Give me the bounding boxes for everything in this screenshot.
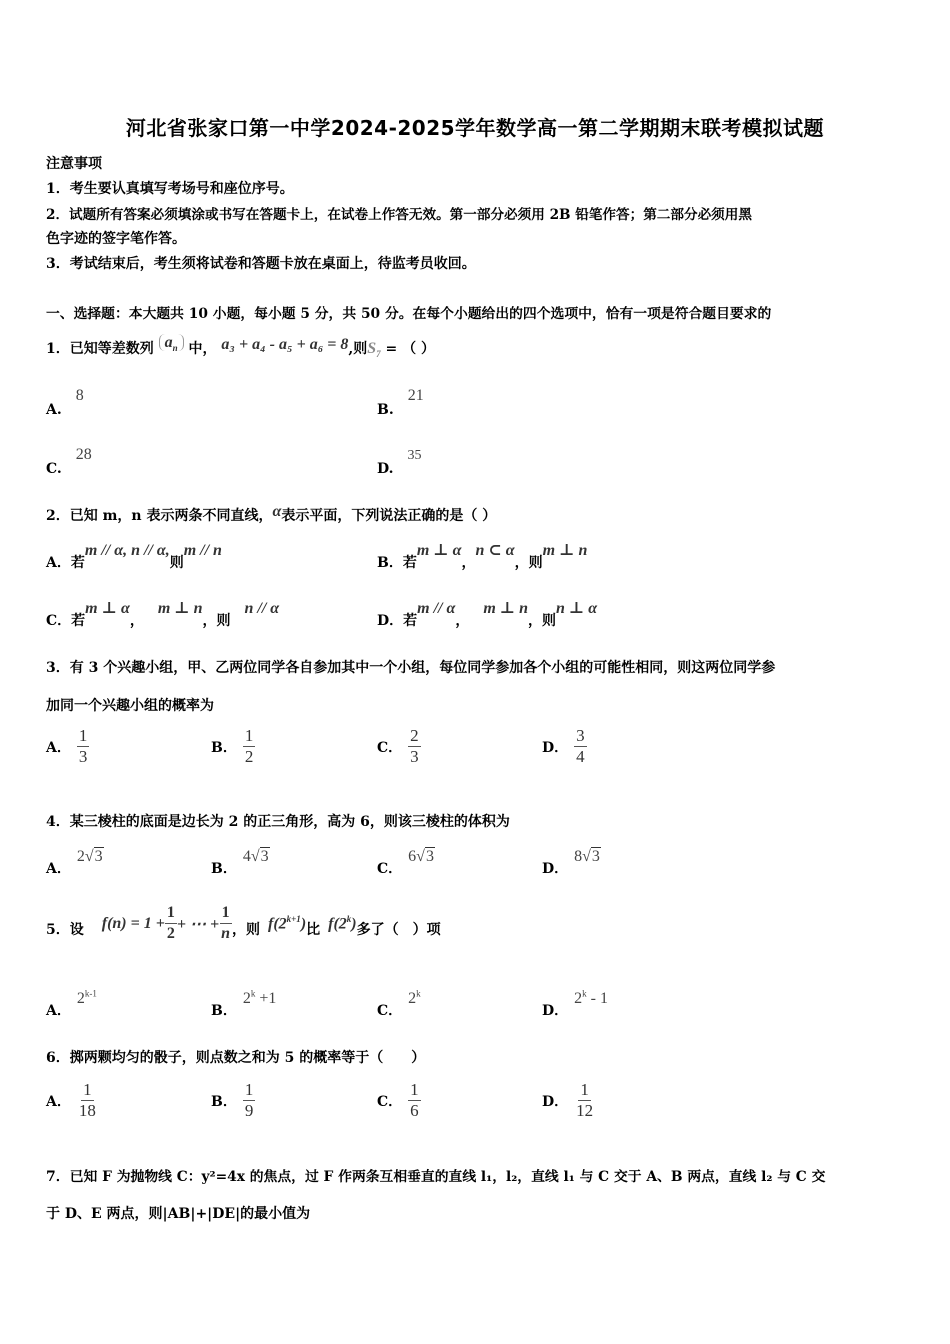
section-heading: 一、选择题：本大题共 10 小题，每小题 5 分，共 50 分。在每个小题给出的四个选项中，恰有一项是符合题目要求的	[46, 306, 772, 322]
equation: a₃ + a₄ - a₅ + a₆ = 8	[221, 336, 349, 353]
option-d[interactable]: D.35	[377, 448, 422, 477]
question-text: 已知等差数列	[69, 341, 154, 357]
option-a[interactable]: A．若m // α, n // α,则m // n	[46, 542, 222, 571]
question-2: 2．已知 m，n 表示两条不同直线，α表示平面，下列说法正确的是（ ）	[46, 503, 497, 524]
question-6: 6．掷两颗均匀的骰子，则点数之和为 5 的概率等于（ ）	[46, 1050, 426, 1066]
option-a[interactable]: A． $\frac{1}{3}$	[46, 726, 88, 766]
option-a[interactable]: A．2$^{k-1}$	[46, 988, 97, 1019]
notice-heading: 注意事项	[46, 156, 102, 172]
sequence-symbol: $a_n$	[159, 334, 184, 351]
option-c[interactable]: C．6√3	[377, 848, 434, 877]
page-title: 河北省张家口第一中学2024-2025学年数学高一第二学期期末联考模拟试题	[125, 116, 825, 140]
notice-item-2-cont: 色字迹的签字笔作答。	[46, 231, 186, 247]
question-text: = （ ）	[380, 341, 436, 357]
option-a[interactable]: A.8	[46, 387, 84, 418]
option-b[interactable]: B.21	[377, 387, 424, 418]
question-5: 5． 设 f(n) = 1 + $\frac{1}{2}$ + ⋯ + $\frac{1}{n}$ ，则 $f(2^{k+1})$ 比 f(2$^k$) 多了（ ）项	[46, 904, 441, 942]
question-7: 7．已知 F 为抛物线 C：y²=4x 的焦点，过 F 作两条互相垂直的直线 l₁，l₂，直线 l₁ 与 C 交于 A、B 两点，直线 l₂ 与 C 交	[46, 1169, 826, 1185]
question-7-cont: 于 D、E 两点，则|AB|+|DE|的最小值为	[46, 1206, 311, 1222]
option-b[interactable]: B．$2^k +1$	[211, 988, 277, 1019]
option-a[interactable]: A． $\frac{1}{18}$	[46, 1080, 96, 1120]
question-3-cont: 加同一个兴趣小组的概率为	[46, 698, 214, 714]
option-c[interactable]: C．2$^k$	[377, 988, 421, 1019]
option-d[interactable]: D．若m // α，m ⊥ n，则n ⊥ α	[377, 600, 598, 629]
option-d[interactable]: D． $\frac{1}{12}$	[542, 1080, 594, 1120]
option-c[interactable]: C． $\frac{1}{6}$	[377, 1080, 419, 1120]
question-text: 中，	[188, 341, 217, 357]
option-a[interactable]: A．2√3	[46, 848, 103, 877]
option-d[interactable]: D．8√3	[542, 848, 600, 877]
question-text: ,则	[348, 341, 368, 357]
option-d[interactable]: D．2$^k$ - 1	[542, 988, 608, 1019]
option-c[interactable]: C．若m ⊥ α，m ⊥ n，则n // α	[46, 600, 280, 629]
question-4: 4．某三棱柱的底面是边长为 2 的正三角形，高为 6，则该三棱柱的体积为	[46, 814, 510, 830]
option-b[interactable]: B． $\frac{1}{9}$	[211, 1080, 254, 1120]
notice-item-2: 2．试题所有答案必须填涂或书写在答题卡上，在试卷上作答无效。第一部分必须用 2B 铅笔作答；第二部分必须用黑	[46, 207, 752, 223]
notice-item-1: 1．考生要认真填写考场号和座位序号。	[46, 181, 294, 197]
option-c[interactable]: C． $\frac{2}{3}$	[377, 726, 419, 766]
option-b[interactable]: B． $\frac{1}{2}$	[211, 726, 254, 766]
question-1	[46, 334, 436, 360]
option-b[interactable]: B．若m ⊥ α，n ⊂ α，则m ⊥ n	[377, 542, 588, 571]
option-c[interactable]: C.28	[46, 446, 92, 477]
notice-item-3: 3．考试结束后，考生须将试卷和答题卡放在桌面上，待监考员收回。	[46, 256, 476, 272]
alpha-symbol: α	[272, 503, 282, 520]
option-b[interactable]: B．4√3	[211, 848, 269, 877]
sum-symbol: $S_7$	[367, 340, 381, 360]
option-d[interactable]: D． $\frac{3}{4}$	[542, 726, 585, 766]
question-number: 1．	[46, 341, 70, 357]
question-3: 3．有 3 个兴趣小组，甲、乙两位同学各自参加其中一个小组，每位同学参加各个小组的可能性相同，则这两位同学参	[46, 660, 776, 676]
